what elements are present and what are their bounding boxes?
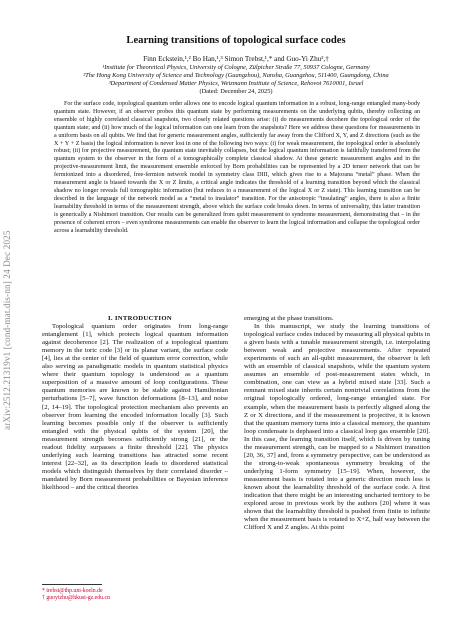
dated-line: (Dated: December 24, 2025) [199,88,273,95]
paper-title: Learning transitions of topological surface codes [126,35,346,46]
affiliation-3: ³Department of Condensed Matter Physics, Weizmann Institute of Science, Rehovot 7610001, Israel [108,80,364,87]
footnotes [42,584,228,602]
paper-header [42,34,430,235]
intro-continuation: emerging at the phase transitions. [244,315,334,322]
footnote-rule [42,584,102,585]
affiliation-1: ¹Institute for Theoretical Physics, University of Cologne, Zülpicher Straße 77, 50937 Cologne, Germany [102,64,370,71]
affiliation-2: ²The Hong Kong University of Science and Technology (Guangzhou), Nansha, Guangzhou, 511400, Guangdong, China [83,72,389,79]
footnote-email-trebst[interactable]: * trebst@thp.uni-koeln.de [42,588,103,594]
author-list: Finn Eckstein,¹,² Bo Han,¹,³ Simon Trebst,¹,* and Guo-Yi Zhu²,† [143,55,329,63]
body-columns [42,315,430,532]
intro-paragraph-1: Topological quantum order originates from long-range entanglement [1], which protects logical quantum information against decoherence [2]. The realization of a topological quantum memory in the toric code [3] or its planar variant, the surface code [4], lies at the center of the field of quantum error correction, while also serving as paradigmatic models in quantum statistical physics where their quantum topology is understood as a quantum superposition of a massive amount of loop configurations. These quantum memories are known to be stable against Hamiltonian perturbations [5–7], wave function deformations [8–13], and noise [2, 14–19]. The topological protection mechanism also prevents an observer from learning the encoded information locally [3]. Such learning becomes possible only if the observer is sufficiently entangled with the physical qubits of the system [20], the measurement strength becomes sufficiently strong [21], or the readout fidelity surpasses a finite threshold [22]. The physics underlying such learning transitions has attracted some recent interest [22–32], as its description leads to disordered statistical models which distinguish themselves by their correlated disorder – mandated by Born measurement probabilities or Bayesian inference likelihood – and the critical theories [42,323,228,491]
abstract: For the surface code, topological quantum order allows one to encode logical quantum information in a robust, long-range entangled many-body quantum state. However, if an observer probes this quantum state by performing measurements on the underlying qubits, thereby collecting an ensemble of highly correlated classical snapshots, two closely related questions arise: (i) do measurements decohere the topological order of the quantum state; and (ii) how much of the logical information can one learn from the snapshots? Here we address these questions for measurements in a uniform basis on all qubits. We find that for generic measurement angles, sufficiently far away from the Clifford X, Y, and Z directions (such as the X + Y + Z basis) the logical information is never lost in one of the following two ways: (i) for weak measurement, the topological order is absolutely robust; (ii) for projective measurement, the quantum state inevitably collapses, but the logical quantum information is faithfully transferred from the quantum system to the observer in the form of a tomographically complete classical shadow. At these generic measurement angles and in the projective-measurement limit, the measurement ensemble enforced by Born probabilities can be represented by a 2D tensor network that can be fermionized into a disordered, free-fermion network model in symmetry class DIII, which gives rise to a Majorana “metal” phase. When the measurement angle is biased towards the X or Z limits, a critical angle indicates the threshold of a learning transition beyond which the classical shadow no longer reveals full tomographic information (but reduces to a measurement of the logical X or Z state). This learning transition can be described in the language of the network model as a “metal to insulator” transition. For the anisotropic “insulating” angles, there is also a finite learnability threshold in terms of the measurement strength, above which the surface code breaks down. In terms of universality, this latter transition is generically a Nishimori transition. Our results can be generalized from qubit measurement to syndrome measurement, demonstrating that – in the presence of coherent errors – even syndrome measurements can enable the observer to learn the logical information and collapse the topological order across a learnability threshold. [54,101,420,234]
left-column [42,315,228,532]
footnote-email-zhu[interactable]: † guoyizhu@hkust-gz.edu.cn [42,595,110,602]
section-heading: I. INTRODUCTION [108,315,172,322]
arxiv-identifier: arXiv:2512.21319v1 [cond-mat.dis-nn] 24 Dec 2025 [2,230,12,430]
margin-strip [0,0,12,632]
intro-paragraph-2: In this manuscript, we study the learning transitions of topological surface codes induced by measuring all physical qubits in a given basis with a tunable measurement strength, i.e. interpolating between weak and projective measurements. After repeated experiments of such an all-qubit measurement, the observer is left with an ensemble of classical snapshots, while the quantum system assumes an ensemble of post-measurement states which, in combination, one can view as a hybrid mixed state [33]. Such a remnant mixed state inherits certain nontrivial correlations from the original topologically ordered, long-range entangled state. For example, when the measurement basis is perfectly aligned along the Z or X directions, and if the measurement is projective, it is known that the quantum memory turns into a classical memory, the quantum loop condensate is dephased into a classical loop gas ensemble [20]. In this case, the learning transition itself, which is driven by tuning the measurement strength, can be mapped to a Nishimori transition [20, 36, 37] and, from a symmetry perspective, can be understood as the strong-to-weak spontaneous symmetry breaking of the underlying 1-form symmetry [15–19]. When, however, the measurement basis is rotated into a generic direction much less is known about the learnability threshold of the surface code. A first indication that there might be an interesting uncharted territory to be explored arose in previous work by the authors [20] where it was shown that the learnability threshold is pushed from finite to infinite when the measurement basis is rotated to X+Z, half way between the Clifford X and Z angles. At this point [244,323,430,532]
right-column [244,315,430,532]
